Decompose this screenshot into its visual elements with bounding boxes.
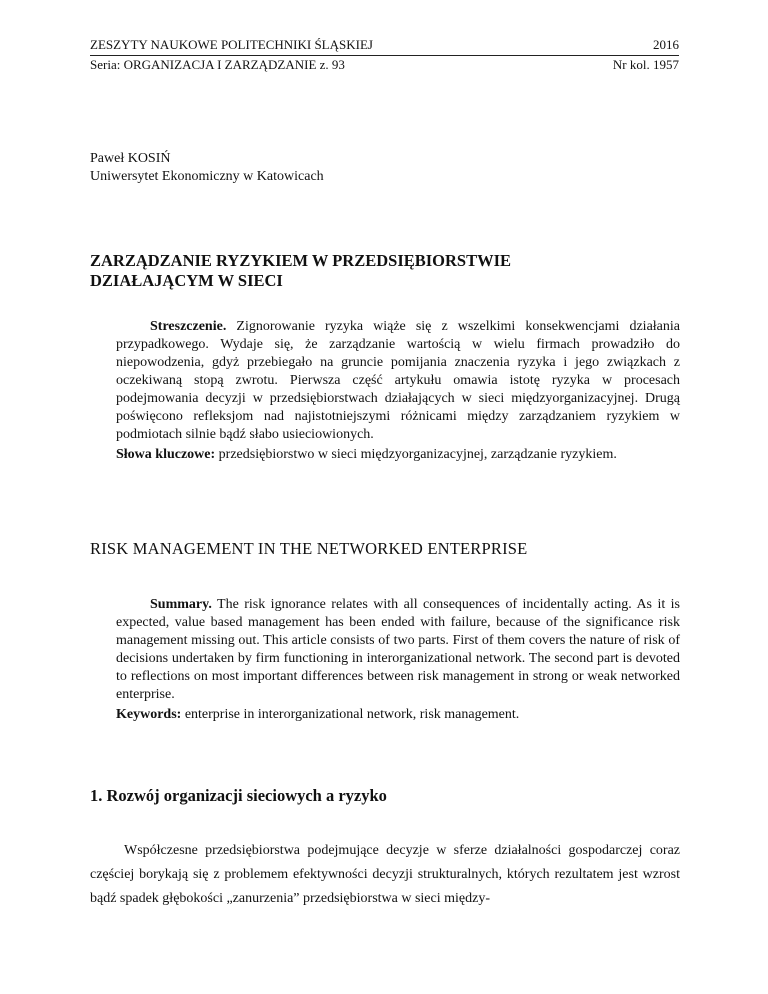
keywords-english-label: Keywords: — [116, 707, 182, 722]
journal-series: Seria: ORGANIZACJA I ZARZĄDZANIE z. 93 — [90, 57, 345, 72]
paper-title-polish-line-2: DZIAŁAJĄCYM W SIECI — [90, 271, 283, 290]
paper-title-polish-line-1: ZARZĄDZANIE RYZYKIEM W PRZEDSIĘBIORSTWIE — [90, 251, 512, 270]
keywords-english — [116, 706, 680, 724]
journal-issue-number: Nr kol. 1957 — [612, 57, 679, 72]
author-name: Paweł KOSIŃ — [90, 151, 171, 166]
running-header-row-2 — [90, 56, 679, 74]
abstract-polish-text: Zignorowanie ryzyka wiąże się z wszelkimi konsekwencjami działania przypadkowego. Wydaje się, że zarządzanie wartością w wielu firmach prowadziło do niepowodzenia, gdyż przebiegało na gruncie pomijania znaczenia ryzyka i jego związkach z oczekiwaną stopą zwrotu. Pierwsza część artykułu omawia istotę ryzyka w procesach podejmowania decyzji w przedsiębiorstwach działających w sieci międzyorganizacyjnej. Drugą poświęcono refleksjom nad najistotniejszymi różnicami między zarządzaniem ryzykiem w podmiotach silnie bądź słabo usieciowionych. — [116, 319, 680, 442]
abstract-english — [116, 596, 680, 724]
author-block — [90, 150, 324, 186]
running-header — [90, 36, 679, 74]
author-affiliation: Uniwersytet Ekonomiczny w Katowicach — [90, 169, 324, 184]
journal-year: 2016 — [653, 37, 679, 52]
journal-name: ZESZYTY NAUKOWE POLITECHNIKI ŚLĄSKIEJ — [90, 37, 373, 52]
section-1-heading: 1. Rozwój organizacji sieciowych a ryzyko — [90, 786, 387, 805]
abstract-english-paragraph — [116, 596, 680, 704]
section-1-paragraph: Współczesne przedsiębiorstwa podejmujące decyzje w sferze działalności gospodarczej coraz częściej borykają się z problemem efektywności decyzji strukturalnych, których rezultatem jest wzrost bądź spadek głębokości „zanurzenia” przedsiębiorstwa w sieci między- — [90, 843, 680, 906]
keywords-polish-text: przedsiębiorstwo w sieci międzyorganizacyjnej, zarządzanie ryzykiem. — [218, 447, 617, 462]
abstract-polish-paragraph — [116, 318, 680, 444]
abstract-polish — [116, 318, 680, 464]
abstract-english-text: The risk ignorance relates with all consequences of incidentally acting. As it is expected, value based management has been ended with failure, because of the significance risk management missing out. This article consists of two parts. First of them covers the nature of risk of decisions undertaken by firm functioning in interorganizational network. The second part is devoted to reflections on most important differences between risk management in strong or weak networked enterprise. — [116, 597, 680, 702]
paper-title-polish — [90, 251, 690, 291]
paper-title-english: RISK MANAGEMENT IN THE NETWORKED ENTERPRISE — [90, 539, 528, 558]
keywords-english-text: enterprise in interorganizational network, risk management. — [184, 707, 520, 722]
keywords-polish-label: Słowa kluczowe: — [116, 447, 216, 462]
abstract-english-label: Summary. — [150, 597, 212, 612]
running-header-row-1 — [90, 36, 679, 56]
section-1-body — [90, 839, 680, 911]
keywords-polish — [116, 446, 680, 464]
abstract-polish-label: Streszczenie. — [150, 319, 227, 334]
